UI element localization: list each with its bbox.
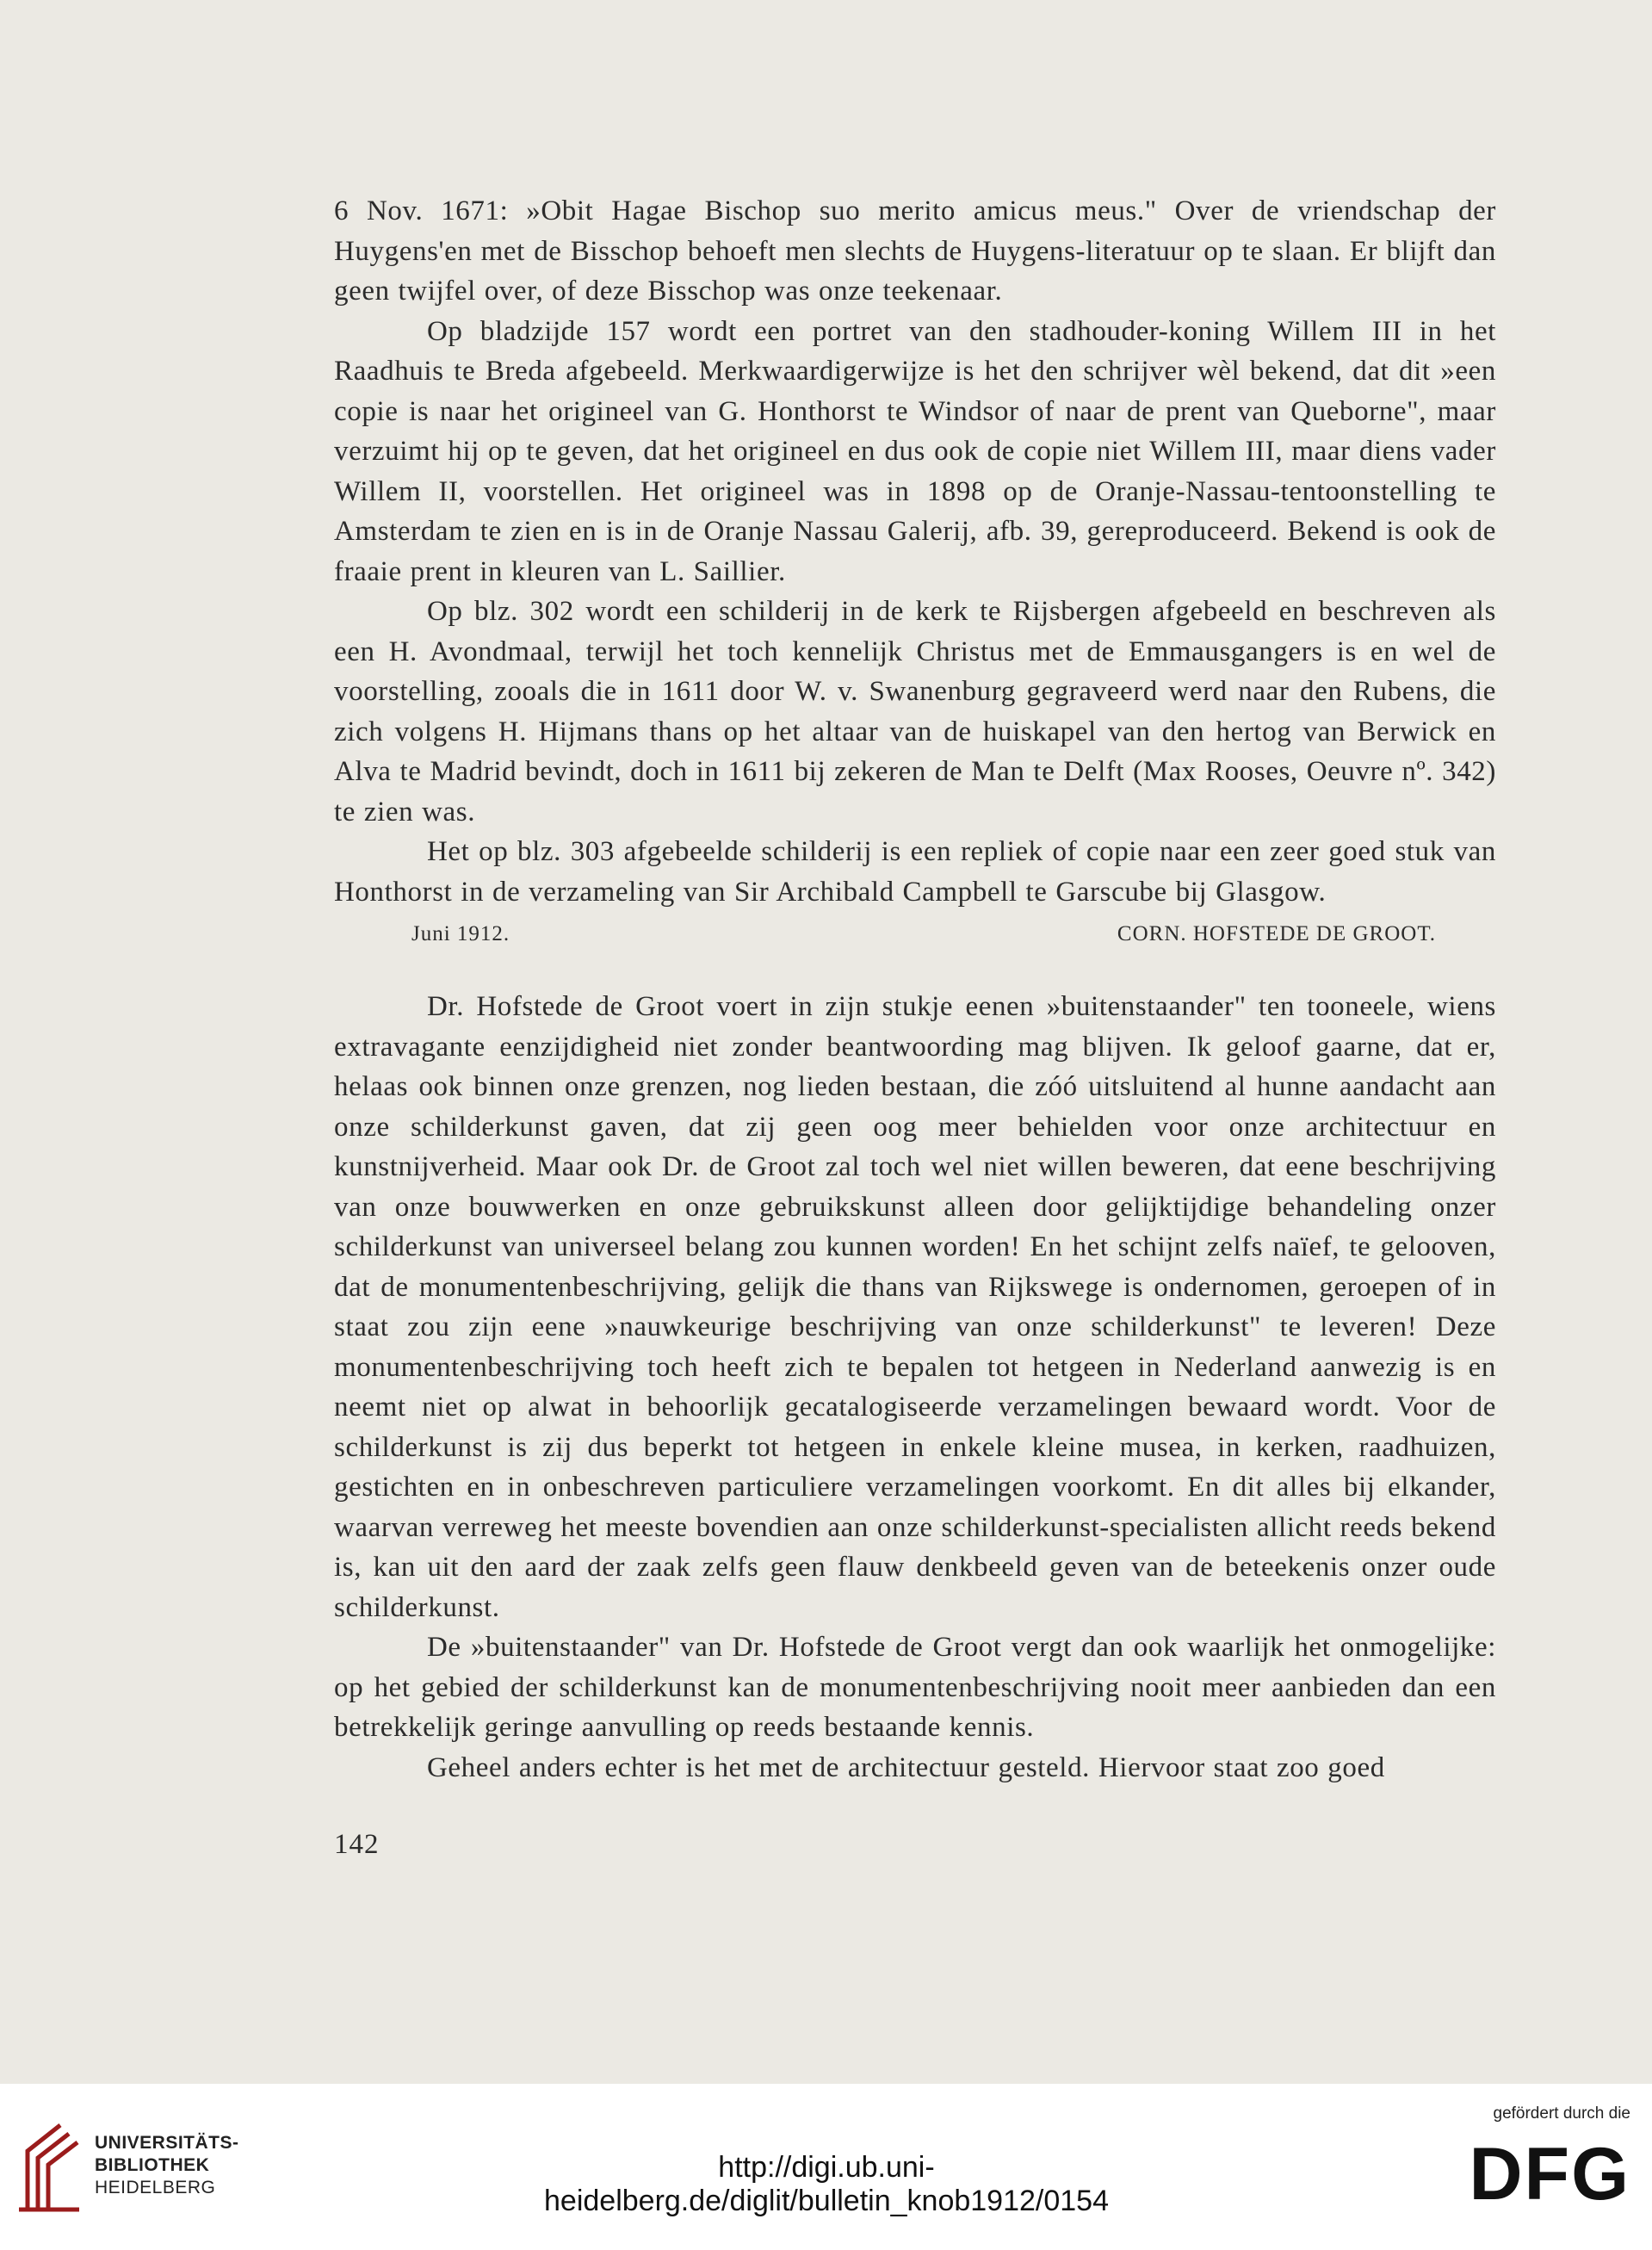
library-name-line: BIBLIOTHEK <box>95 2155 210 2175</box>
article-text-part-2 <box>334 987 1496 1788</box>
paragraph: De »buitenstaander" van Dr. Hofstede de Groot vergt dan ook waarlijk het onmogelijke: op het gebied der schilderkunst kan de monumentenbeschrijving nooit meer aanbieden dan een betrekkelijk geringe aanvulling op reeds bestaande kennis. <box>334 1632 1496 1743</box>
library-name-line: UNIVERSITÄTS- <box>95 2133 239 2153</box>
signature-date: Juni 1912. <box>411 922 510 945</box>
article-text-part-1 <box>334 191 1496 912</box>
digitization-footer <box>0 2084 1652 2250</box>
ub-heidelberg-logo-icon <box>15 2120 83 2215</box>
paragraph: Op bladzijde 157 wordt een portret van den stadhouder-koning Willem III in het Raadhuis te Breda afgebeeld. Merkwaardigerwijze is het den schrijver wèl bekend, dat dit »een copie is naar het origineel van G. Honthorst te Windsor of naar de prent van Queborne", maar verzuimt hij op te geven, dat het origineel en dus ook de copie niet Willem III, maar diens vader Willem II, voorstellen. Het origineel was in 1898 op de Oranje-Nassau-tentoonstelling te Amsterdam te zien en is in de Oranje Nassau Galerij, afb. 39, gereproduceerd. Bekend is ook de fraaie prent in kleuren van L. Saillier. <box>334 315 1496 587</box>
permalink-url[interactable]: http://digi.ub.uni-heidelberg.de/diglit/bulletin_knob1912/0154 <box>544 2151 1109 2217</box>
paragraph: 6 Nov. 1671: »Obit Hagae Bischop suo merito amicus meus." Over de vriendschap der Huygens'en met de Bisschop behoeft men slechts de Huygens-literatuur op te slaan. Er blijft dan geen twijfel over, of deze Bisschop was onze teekenaar. <box>334 195 1496 307</box>
sponsor-logo[interactable] <box>1463 2104 1636 2234</box>
library-name-line: HEIDELBERG <box>95 2178 216 2197</box>
sponsor-caption: gefördert durch die <box>1493 2104 1630 2123</box>
library-name <box>95 2132 239 2199</box>
paragraph: Dr. Hofstede de Groot voert in zijn stukje eenen »buitenstaander" ten tooneele, wiens extravagante eenzijdigheid niet zonder beantwoording mag blijven. Ik geloof gaarne, dat er, helaas ook binnen onze grenzen, nog lieden bestaan, die zóó uitsluitend al hunne aandacht aan onze schilderkunst gaven, dat zij geen oog meer behielden voor onze architectuur en kunstnijverheid. Maar ook Dr. de Groot zal toch wel niet willen beweren, dat eene beschrijving van onze bouwwerken en onze gebruikskunst alleen door gelijktijdige behandeling onzer schilderkunst van universeel belang zou kunnen worden! En het schijnt zelfs naïef, te gelooven, dat de monumentenbeschrijving, gelijk die thans van Rijkswege is ondernomen, geroepen of in staat zou zijn eene »nauwkeurige beschrijving van onze schilderkunst" te leveren! Deze monumentenbeschrijving toch heeft zich te bepalen tot hetgeen in Nederland aanwezig is en neemt niet op alwat in behoorlijk gecatalogiseerde verzamelingen bewaard wordt. Voor de schilderkunst is zij dus beperkt tot hetgeen in enkele kleine musea, in kerken, raadhuizen, gestichten en in onbeschreven particuliere verzamelingen voorkomt. En dit alles bij elkander, waarvan verreweg het meeste bovendien aan onze schilderkunst-specialisten allicht reeds bekend is, kan uit den aard der zaak zelfs geen flauw denkbeeld geven van de beteekenis onzer oude schilderkunst. <box>334 991 1496 1623</box>
signature-author: CORN. HOFSTEDE DE GROOT. <box>1117 922 1436 945</box>
paragraph: Het op blz. 303 afgebeelde schilderij is een repliek of copie naar een zeer goed stuk van Honthorst in de verzameling van Sir Archibald Campbell te Garscube bij Glasgow. <box>334 836 1496 908</box>
signature-line <box>411 922 1436 946</box>
paragraph: Op blz. 302 wordt een schilderij in de kerk te Rijsbergen afgebeeld en beschreven als een H. Avondmaal, terwijl het toch kennelijk Christus met de Emmausgangers is en wel de voorstelling, zooals die in 1611 door W. v. Swanenburg gegraveerd werd naar den Rubens, die zich volgens H. Hijmans thans op het altaar van de huiskapel van den hertog van Berwick en Alva te Madrid bevindt, doch in 1611 bij zekeren de Man te Delft (Max Rooses, Oeuvre nº. 342) te zien was. <box>334 596 1496 827</box>
library-logo[interactable] <box>15 2120 386 2215</box>
dfg-logo: DFG <box>1469 2133 1630 2216</box>
page-number: 142 <box>334 1829 380 1860</box>
paragraph: Geheel anders echter is het met de architectuur gesteld. Hiervoor staat zoo goed <box>427 1751 1385 1783</box>
